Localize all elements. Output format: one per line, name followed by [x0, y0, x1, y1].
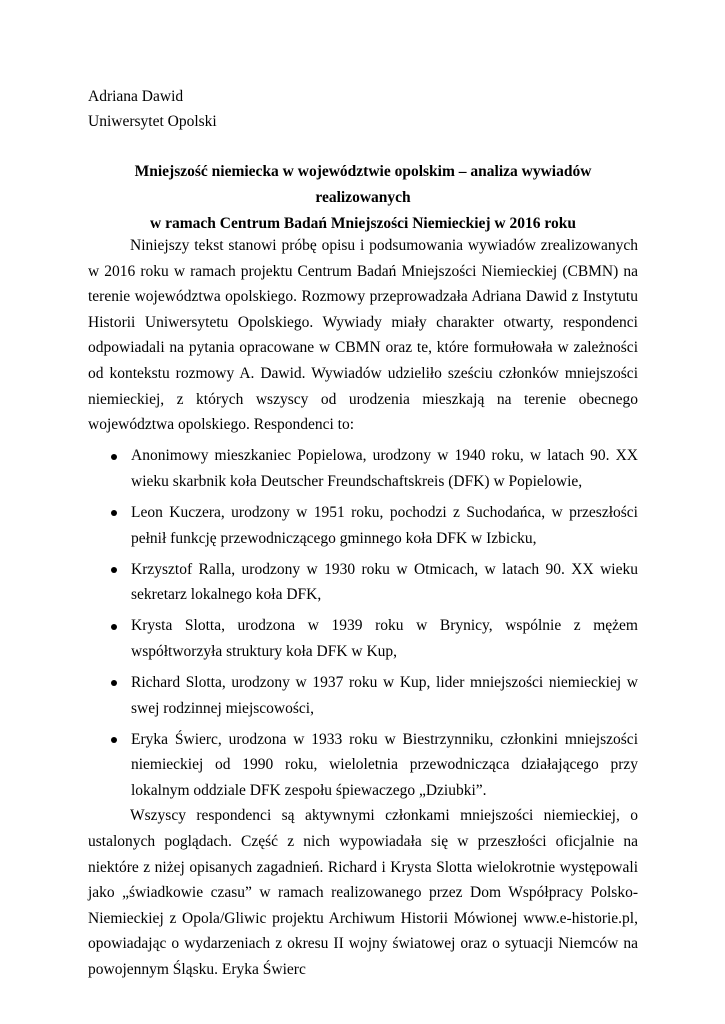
bullet-icon	[108, 613, 120, 639]
respondent-text: Krzysztof Ralla, urodzony w 1930 roku w Otmicach, w latach 90. XX wieku sekretarz lokalnego koła DFK,	[131, 560, 638, 604]
title-line-1: Mniejszość niemiecka w województwie opolskim – analiza wywiadów realizowanych	[134, 163, 592, 206]
list-item	[88, 557, 638, 608]
intro-paragraph: Niniejszy tekst stanowi próbę opisu i podsumowania wywiadów zrealizowanych w 2016 roku w ramach projektu Centrum Badań Mniejszości Niemieckiej (CBMN) na terenie województwa opolskiego. Rozmowy przeprowadzała Adriana Dawid z Instytutu Historii Uniwersytetu Opolskiego. Wywiady miały charakter otwarty, respondenci odpowiadali na pytania opracowane w CBMN oraz te, które formułowała w zależności od kontekstu rozmowy A. Dawid. Wywiadów udzieliło sześciu członków mniejszości niemieckiej, z których wszyscy od urodzenia mieszkają na terenie obecnego województwa opolskiego. Respondenci to:	[88, 237, 638, 434]
bullet-icon	[108, 500, 120, 526]
respondent-text: Leon Kuczera, urodzony w 1951 roku, pochodzi z Suchodańca, w przeszłości pełnił funkcję przewodniczącego gminnego koła DFK w Izbicku,	[131, 503, 638, 547]
author-block	[88, 84, 217, 134]
title-line-2: w ramach Centrum Badań Mniejszości Niemieckiej w 2016 roku	[150, 215, 576, 232]
bullet-icon	[108, 557, 120, 583]
closing-paragraph: Wszyscy respondenci są aktywnymi członkami mniejszości niemieckiej, o ustalonych poglądach. Część z nich wypowiadała się w przeszłości oficjalnie na niektóre z niżej opisanych zagadnień. Richard i Krysta Slotta wielokrotnie występowali jako „świadkowie czasu” w ramach realizowanego przez Dom Współpracy Polsko-Niemieckiej z Opola/Gliwic projektu Archiwum Historii Mówionej www.e-historie.pl, opowiadając o wydarzeniach z okresu II wojny światowej oraz o sytuacji Niemców na powojennym Śląsku. Eryka Świerc	[88, 807, 638, 979]
author-affiliation: Uniwersytet Opolski	[88, 113, 217, 130]
bullet-icon	[108, 670, 120, 696]
bullet-icon	[108, 443, 120, 469]
list-item	[88, 670, 638, 721]
list-item	[88, 443, 638, 494]
respondent-list	[88, 443, 638, 803]
author-name: Adriana Dawid	[88, 88, 184, 105]
respondent-text: Anonimowy mieszkaniec Popielowa, urodzony w 1940 roku, w latach 90. XX wieku skarbnik koła Deutscher Freundschaftskreis (DFK) w Popielowie,	[131, 447, 638, 490]
document-title	[88, 159, 638, 237]
list-item	[88, 613, 638, 664]
respondent-text: Richard Slotta, urodzony w 1937 roku w Kup, lider mniejszości niemieckiej w swej rodzinnej miejscowości,	[131, 674, 638, 717]
document-body	[88, 233, 638, 983]
list-item	[88, 500, 638, 551]
respondent-text: Eryka Świerc, urodzona w 1933 roku w Biestrzynniku, członkini mniejszości niemieckiej od 1990 roku, wieloletnia przewodnicząca działającego przy lokalnym oddziale DFK zespołu śpiewaczego „Dziubki”.	[131, 730, 638, 799]
list-item	[88, 727, 638, 804]
respondent-text: Krysta Slotta, urodzona w 1939 roku w Brynicy, wspólnie z mężem współtworzyła struktury koła DFK w Kup,	[131, 617, 638, 660]
bullet-icon	[108, 727, 120, 753]
